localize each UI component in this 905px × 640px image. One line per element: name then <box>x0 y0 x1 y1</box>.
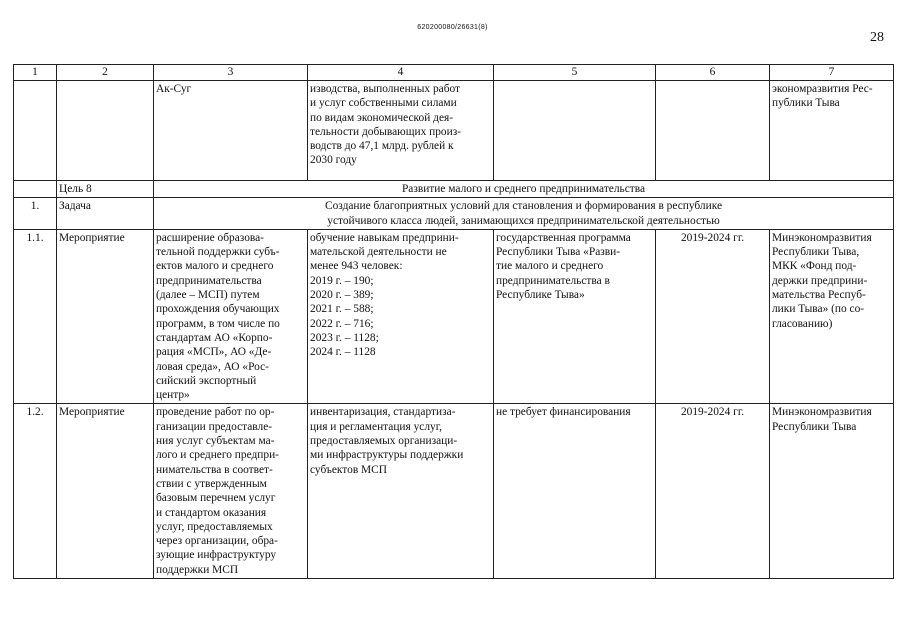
document-code: 620200080/26631(8) <box>417 24 488 31</box>
cell-number: 1.2. <box>14 404 57 579</box>
cell-period: 2019-2024 гг. <box>656 404 770 579</box>
task-text: Создание благоприятных условий для становления и формирования в республике устойчивого класса людей, занимающихся предпринимательской деятельностью <box>154 198 894 230</box>
column-number: 2 <box>57 65 154 81</box>
cell-source <box>494 81 656 181</box>
cell-source: не требует финансирования <box>494 404 656 579</box>
table-row <box>14 404 894 579</box>
cell-responsible: Минэкономразвития Республики Тыва <box>770 404 894 579</box>
cell-type: Мероприятие <box>57 229 154 404</box>
cell-indicator: изводства, выполненных работ и услуг собственными силами по видам экономической дея- тельности добывающих произ- водств до 47,1 млрд. рублей к 2030 году <box>308 81 494 181</box>
column-number-row <box>14 65 894 81</box>
cell-description: расширение образова- тельной поддержки субъ- ектов малого и среднего предпринимательства (далее – МСП) путем прохождения обучающих программ, в том числе по стандартам АО «Корпо- рация «МСП», АО «Де- ловая среда», АО «Рос- сийский экспортный центр» <box>154 229 308 404</box>
cell-number <box>14 81 57 181</box>
plan-table <box>13 64 894 579</box>
cell-responsible: Минэкономразвития Республики Тыва, МКК «Фонд под- держки предприни- мательства Респуб- лики Тыва» (по со- гласованию) <box>770 229 894 404</box>
task-label: Задача <box>57 198 154 230</box>
cell-type <box>57 81 154 181</box>
cell-number <box>14 181 57 198</box>
task-number: 1. <box>14 198 57 230</box>
cell-period <box>656 81 770 181</box>
cell-number: 1.1. <box>14 229 57 404</box>
column-number: 1 <box>14 65 57 81</box>
goal-row <box>14 181 894 198</box>
cell-description: Ак-Суг <box>154 81 308 181</box>
goal-text: Развитие малого и среднего предпринимательства <box>154 181 894 198</box>
column-number: 3 <box>154 65 308 81</box>
cell-indicator: инвентаризация, стандартиза- ция и регламентация услуг, предоставляемых организаци- ми инфраструктуры поддержки субъектов МСП <box>308 404 494 579</box>
goal-label: Цель 8 <box>57 181 154 198</box>
column-number: 4 <box>308 65 494 81</box>
column-number: 5 <box>494 65 656 81</box>
page-number: 28 <box>870 30 884 45</box>
cell-period: 2019-2024 гг. <box>656 229 770 404</box>
cell-type: Мероприятие <box>57 404 154 579</box>
table-row <box>14 229 894 404</box>
column-number: 7 <box>770 65 894 81</box>
task-row <box>14 198 894 230</box>
continuation-row <box>14 81 894 181</box>
column-number: 6 <box>656 65 770 81</box>
cell-description: проведение работ по ор- ганизации предоставле- ния услуг субъектам ма- лого и среднего предпри- нимательства в соответ- ствии с утвержденным базовым перечнем услуг и стандартом оказания услуг, предоставляемых через организации, обра- зующие инфраструктуру поддержки МСП <box>154 404 308 579</box>
cell-responsible: экономразвития Рес- публики Тыва <box>770 81 894 181</box>
cell-source: государственная программа Республики Тыва «Разви- тие малого и среднего предпринимательства в Республике Тыва» <box>494 229 656 404</box>
cell-indicator: обучение навыкам предприни- мательской деятельности не менее 943 человек: 2019 г. – 190; 2020 г. – 389; 2021 г. – 588; 2022 г. – 716; 2023 г. – 1128; 2024 г. – 1128 <box>308 229 494 404</box>
